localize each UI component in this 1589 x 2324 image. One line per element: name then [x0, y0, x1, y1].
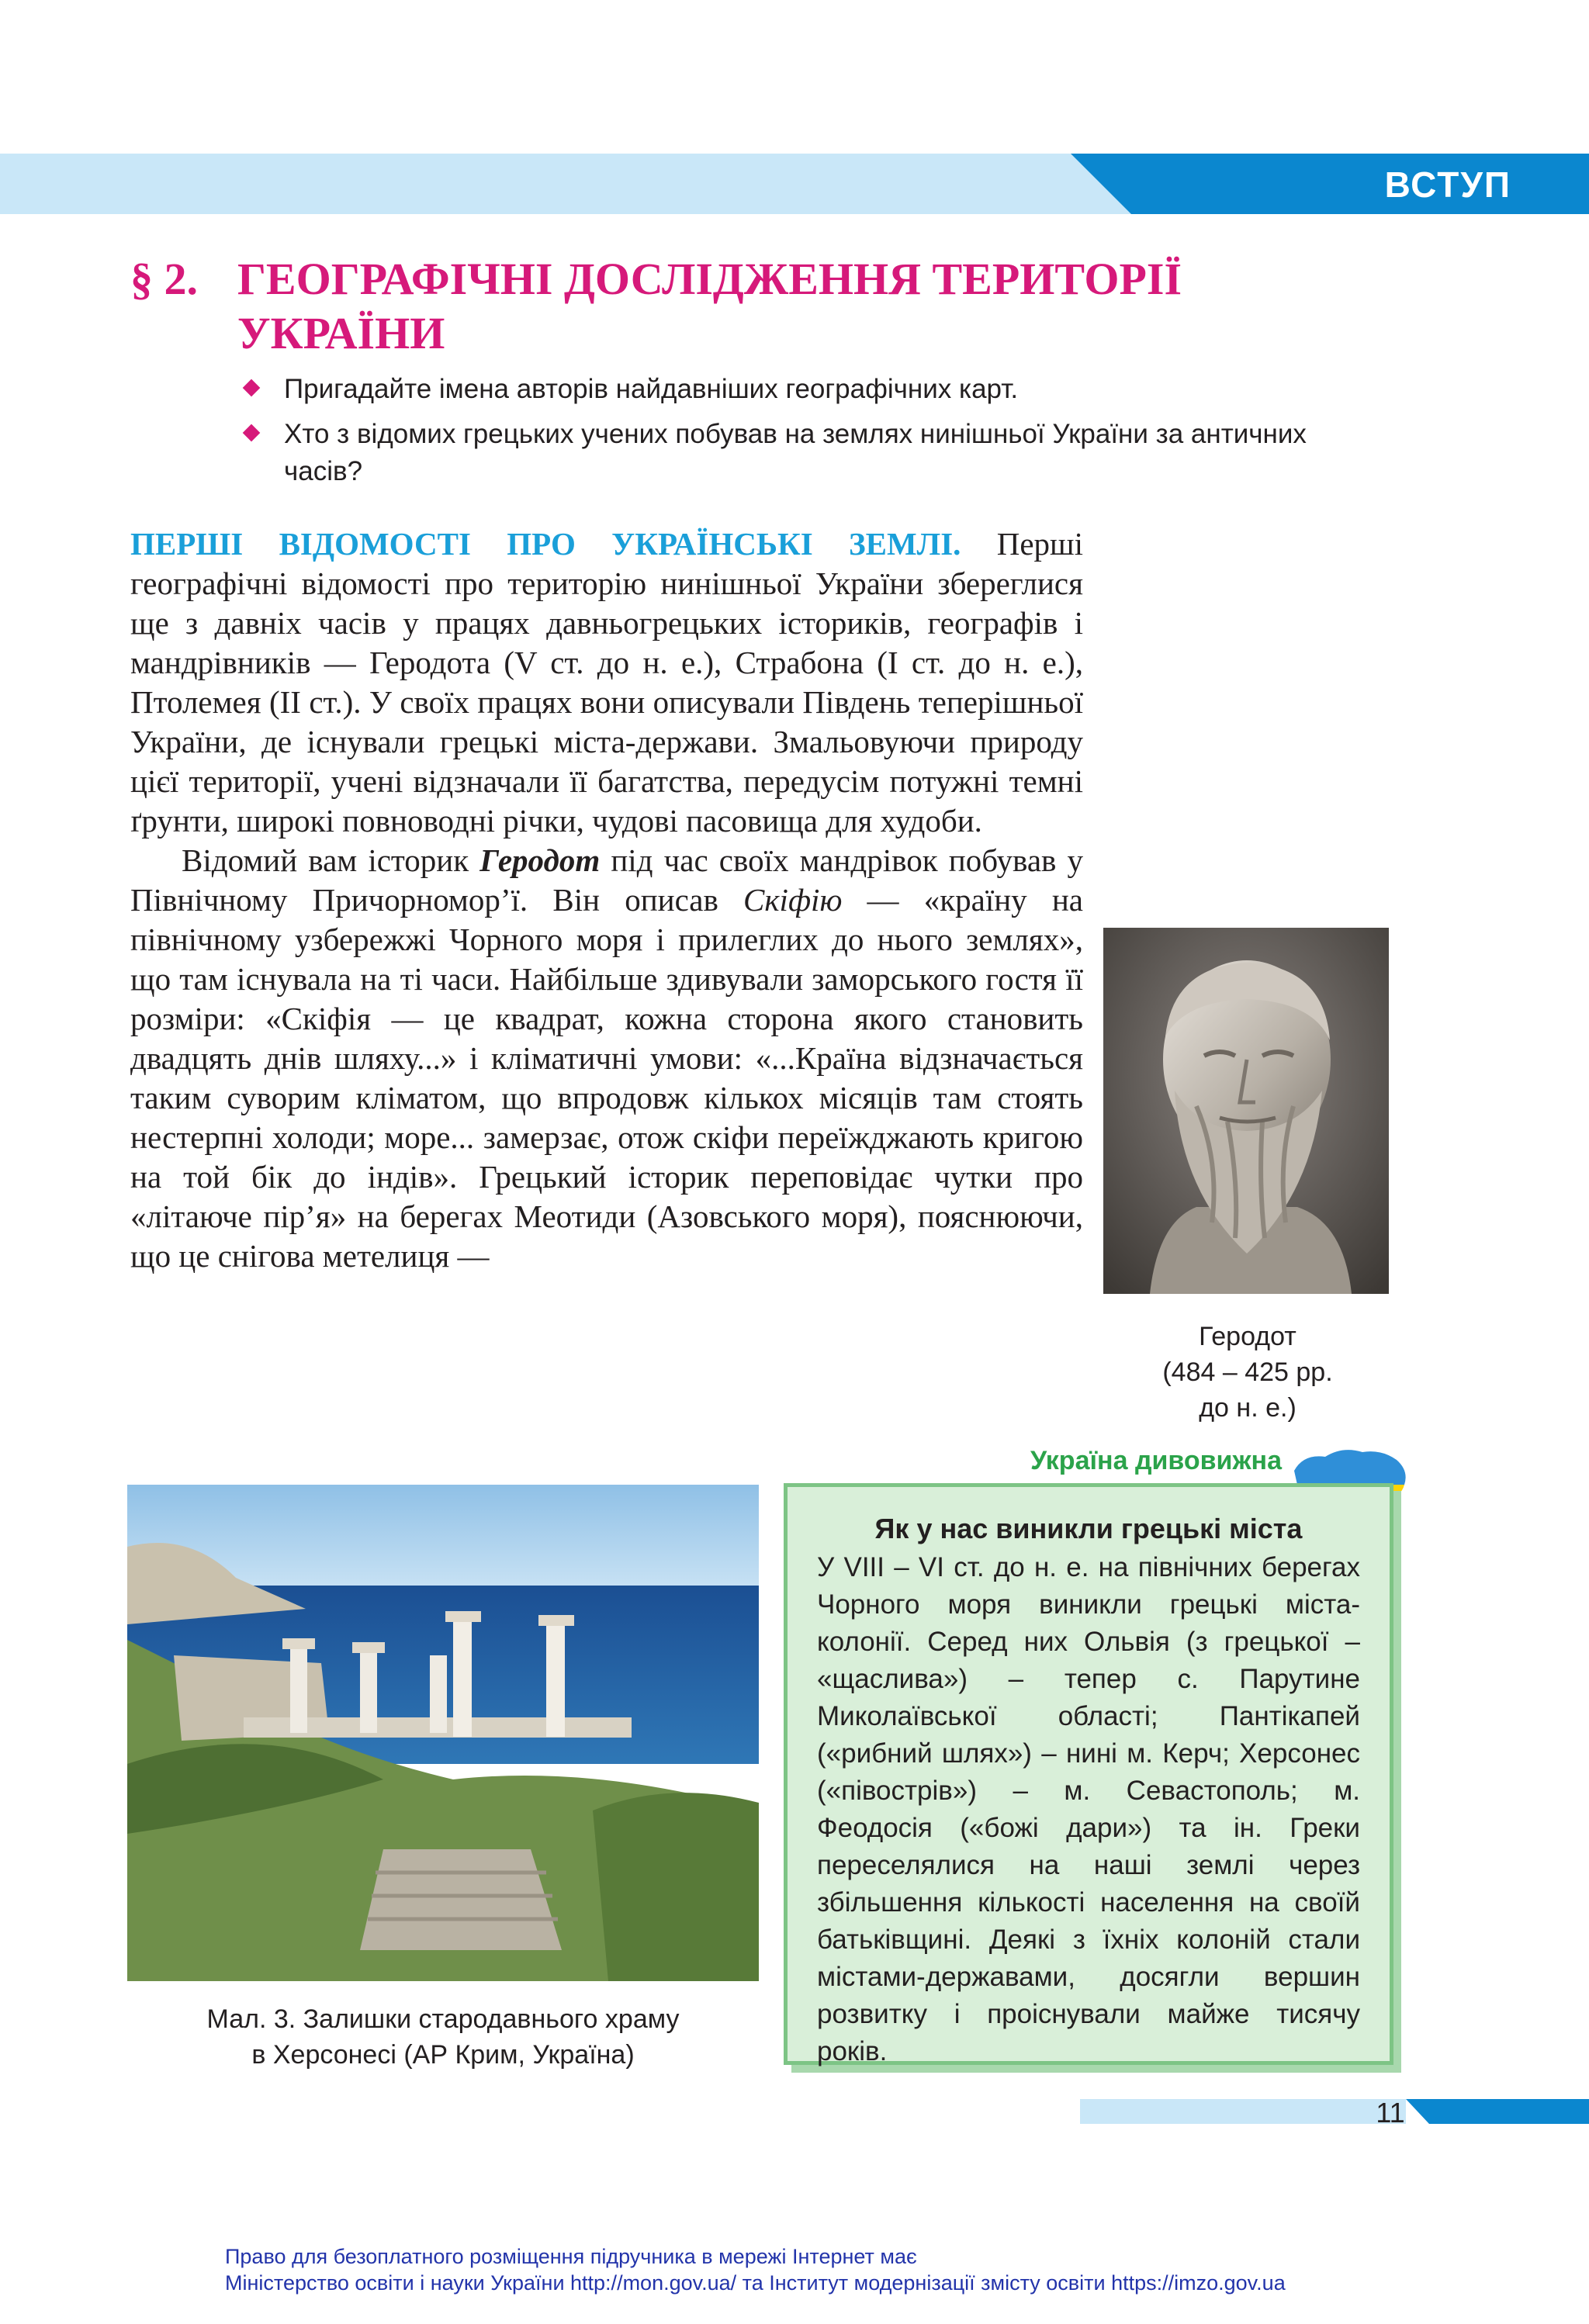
- term-scythia: Скіфію: [743, 882, 843, 918]
- caption-dates: (484 – 425 рр.: [1162, 1357, 1333, 1387]
- title-line-2: УКРАЇНИ: [237, 308, 445, 358]
- section-label: ВСТУП: [1384, 164, 1511, 205]
- caption-dates: до н. е.): [1199, 1393, 1296, 1423]
- diamond-bullet-icon: [243, 424, 261, 442]
- page-number: 11: [1376, 2097, 1405, 2129]
- paragraph-2: [130, 841, 1083, 1276]
- question-item: [242, 371, 1328, 408]
- herodotus-portrait: [1103, 928, 1389, 1294]
- caption-line: в Херсонесі (АР Крим, Україна): [251, 2040, 635, 2070]
- footer-tab: [1406, 2099, 1589, 2124]
- question-item: [242, 416, 1328, 490]
- paragraph-1: [130, 524, 1083, 841]
- caption-name: Геродот: [1199, 1322, 1296, 1351]
- main-text: [130, 524, 1083, 1276]
- diamond-bullet-icon: [243, 379, 261, 397]
- review-questions: [242, 371, 1328, 498]
- caption-line: Мал. 3. Залишки стародавнього храму: [206, 2004, 680, 2034]
- sidebox-heading: Як у нас виникли грецькі міста: [874, 1513, 1303, 1544]
- portrait-caption: [1110, 1319, 1386, 1426]
- photo-caption: [127, 2001, 759, 2073]
- paragraph-2-text: під час своїх мандрівок побував у Північному Причорномор’ї. Він описав: [130, 842, 1083, 918]
- section-lead-heading: ПЕРШІ ВІДОМОСТІ ПРО УКРАЇНСЬКІ ЗЕМЛІ.: [130, 526, 961, 562]
- chersonesus-ruins-photo: [127, 1485, 759, 1981]
- question-text: Пригадайте імена авторів найдавніших географічних карт.: [284, 374, 1019, 404]
- footer-band: [1080, 2099, 1406, 2124]
- sidebox-label: Україна дивовижна: [1030, 1446, 1282, 1475]
- rights-line: Право для безоплатного розміщення підручника в мережі Інтернет має: [225, 2245, 917, 2268]
- paragraph-2-text: Відомий вам історик: [182, 842, 480, 878]
- term-herodotus: Геродот: [479, 842, 601, 878]
- rights-notice: [225, 2243, 1544, 2296]
- sidebox-text: У VIII – VI ст. до н. е. на північних берегах Чорного моря виникли грецькі міста-колонії. Серед них Ольвія (з грецької – «щаслива») – тепер с. Парутине Миколаївської області; Пантікапей («рибний шлях») – нині м. Керч; Херсонес («півострів») – м. Севастополь; м. Феодосія («божі дари») та ін. Греки переселялися на наші землі через збільшення кількості населення на своїй батьківщині. Деякі з їхніх колоній стали містами-державами, досягли вершин розвитку і проіснували майже тисячу років.: [817, 1552, 1360, 2066]
- paragraph-1-text: Перші географічні відомості про територію нинішньої України збереглися ще з давніх часів у працях давньогрецьких істориків, географів і мандрівників — Геродота (V ст. до н. е.), Страбона (І ст. до н. е.), Птолемея (ІІ ст.). У своїх працях вони описували Південь теперішньої України, де існували грецькі міста-держави. Змальовуючи природу цієї території, учені відзначали її багатства, передусім потужні темні ґрунти, широкі повноводні річки, чудові пасовища для худоби.: [130, 526, 1083, 839]
- paragraph-number: § 2.: [130, 254, 198, 304]
- paragraph-2-text: — «країну на північному узбережжі Чорного моря і прилеглих до нього землях», що там існувала на ті часи. Найбільше здивували заморського гостя її розміри: «Скіфія — це квадрат, кожна сторона якого становить двадцять днів шляху...» і кліматичні умови: «...Країна відзначається таким суворим кліматом, що впродовж кількох місяців там стоять нестерпні холоди; море... замерзає, отож скіфи переїжджають кригою на той бік до індів». Грецький історик переповідає чутки про «літаюче пір’я» на берегах Меотиди (Азовського моря), пояснюючи, що це снігова метелиця —: [130, 882, 1083, 1274]
- rights-line: Міністерство освіти і науки України http://mon.gov.ua/ та Інститут модернізації змісту освіти https://imzo.gov.ua: [225, 2271, 1286, 2295]
- ukraine-amazing-box: [784, 1483, 1393, 2065]
- question-text: Хто з відомих грецьких учених побував на землях нинішньої України за античних часів?: [284, 419, 1307, 486]
- title-line-1: ГЕОГРАФІЧНІ ДОСЛІДЖЕННЯ ТЕРИТОРІЇ: [237, 254, 1182, 304]
